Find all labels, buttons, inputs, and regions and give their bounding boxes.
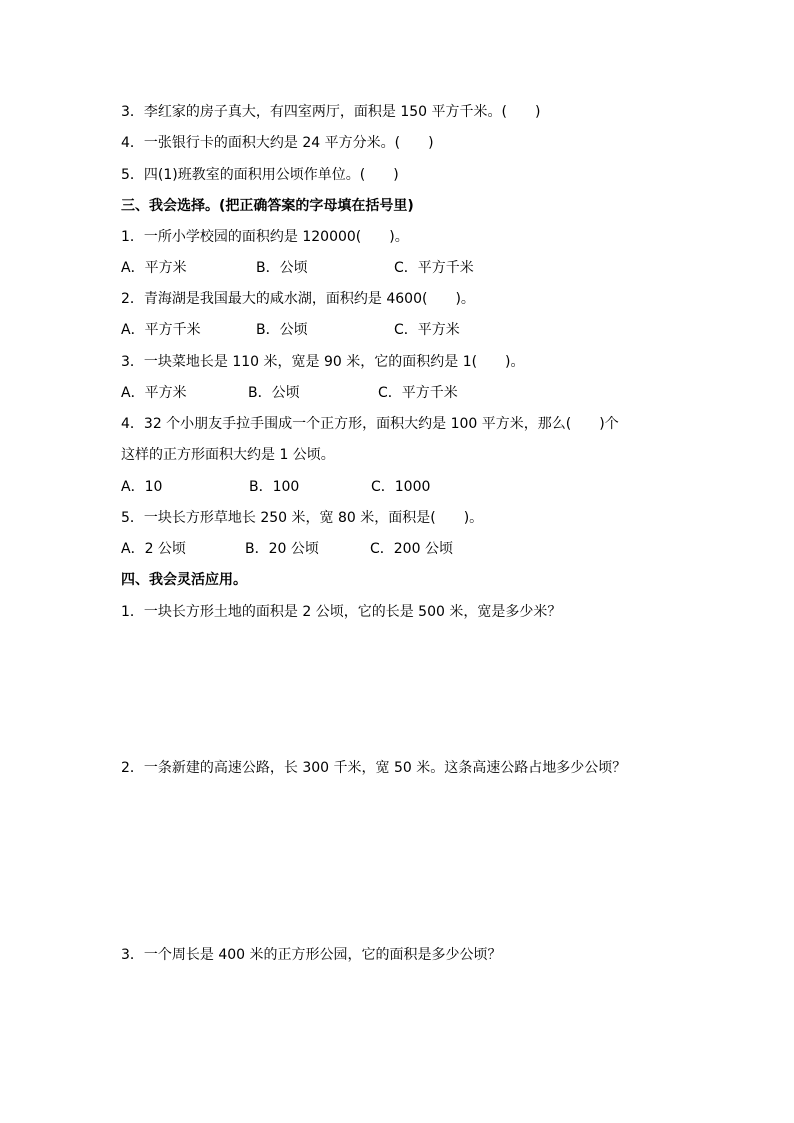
- option-b: B．公顷: [248, 385, 300, 401]
- option-b: B．公顷: [256, 260, 308, 276]
- option-b: B．100: [249, 479, 300, 495]
- choice-q2: 2．青海湖是我国最大的咸水湖，面积约是 4600( )。: [121, 291, 475, 307]
- option-b: B．20 公顷: [245, 541, 319, 557]
- section-3-heading: 三、我会选择。(把正确答案的字母填在括号里): [121, 198, 414, 214]
- choice-q5: 5．一块长方形草地长 250 米，宽 80 米，面积是( )。: [121, 510, 484, 526]
- choice-q1: 1．一所小学校园的面积约是 120000( )。: [121, 229, 409, 245]
- choice-q3: 3．一块菜地长是 110 米，宽是 90 米，它的面积约是 1( )。: [121, 354, 525, 370]
- judge-item-4: 4．一张银行卡的面积大约是 24 平方分米。( ): [121, 135, 434, 151]
- option-c: C．平方千米: [378, 385, 458, 401]
- choice-q4-line1: 4．32 个小朋友手拉手围成一个正方形，面积大约是 100 平方米，那么( )个: [121, 416, 619, 432]
- option-c: C．平方米: [394, 322, 460, 338]
- apply-q1: 1．一块长方形土地的面积是 2 公顷，它的长是 500 米，宽是多少米？: [121, 604, 562, 620]
- section-4-heading: 四、我会灵活应用。: [121, 572, 247, 588]
- apply-q3: 3．一个周长是 400 米的正方形公园，它的面积是多少公顷？: [121, 947, 502, 963]
- choice-q4-line2: 这样的正方形面积大约是 1 公顷。: [121, 447, 335, 463]
- option-a: A．平方米: [121, 260, 187, 276]
- option-b: B．公顷: [256, 322, 308, 338]
- apply-q2: 2．一条新建的高速公路，长 300 千米，宽 50 米。这条高速公路占地多少公顷？: [121, 760, 627, 776]
- option-c: C．200 公顷: [370, 541, 453, 557]
- judge-item-3: 3．李红家的房子真大，有四室两厅，面积是 150 平方千米。( ): [121, 104, 541, 120]
- judge-item-5: 5．四(1)班教室的面积用公顷作单位。( ): [121, 167, 399, 183]
- option-a: A．平方米: [121, 385, 187, 401]
- option-c: C．1000: [371, 479, 431, 495]
- option-a: A．10: [121, 479, 163, 495]
- option-a: A．平方千米: [121, 322, 201, 338]
- option-c: C．平方千米: [394, 260, 474, 276]
- option-a: A．2 公顷: [121, 541, 186, 557]
